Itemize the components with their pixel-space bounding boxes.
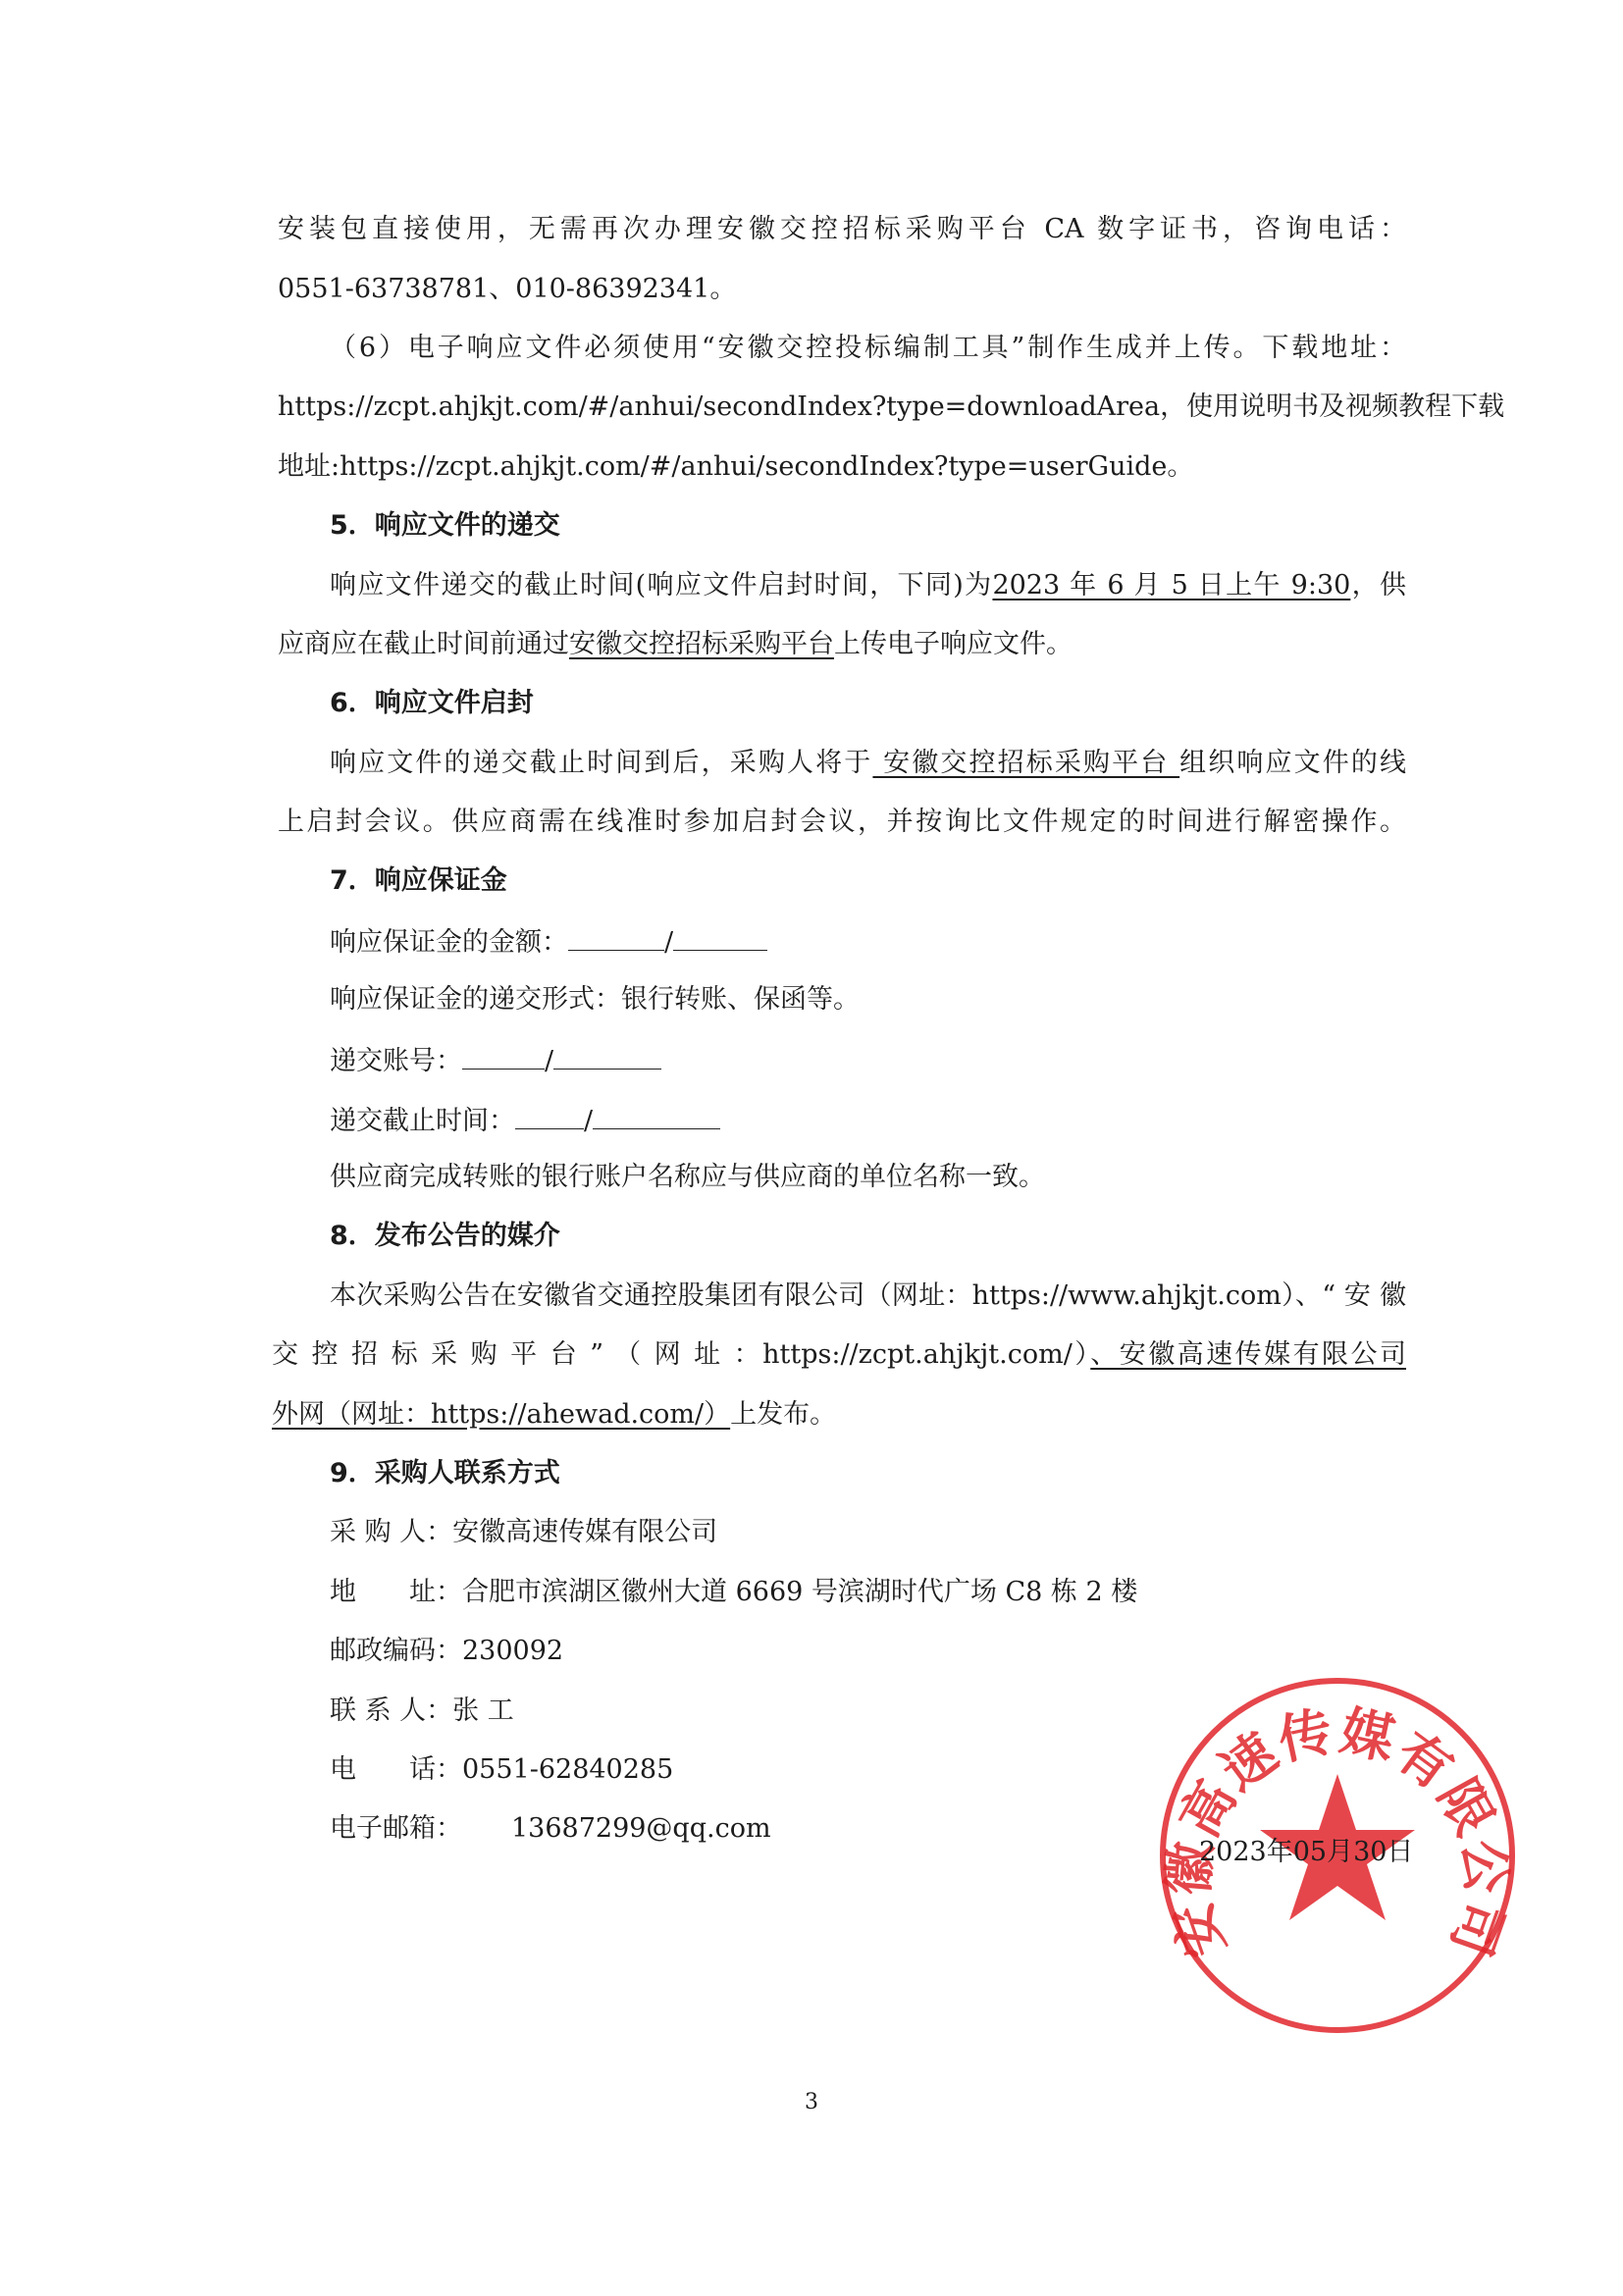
blank-line	[515, 1099, 584, 1129]
paragraph-line: 地址:https://zcpt.ahjkjt.com/#/anhui/secondIndex?type=userGuide。	[278, 451, 1194, 482]
paragraph-line: （6）电子响应文件必须使用“安徽交控投标编制工具”制作生成并上传。下载地址：	[330, 333, 1406, 363]
field-value: 13687299@qq.com	[511, 1813, 771, 1844]
platform-underlined: 安徽交控招标采购平台	[872, 748, 1180, 778]
deposit-amount-line	[330, 920, 1406, 963]
company-underlined: 、安徽高速传媒有限公司	[1090, 1339, 1406, 1370]
field-label: 电 话：	[330, 1754, 462, 1785]
paragraph-line	[278, 625, 1406, 664]
platform-underlined: 安徽交控招标采购平台	[569, 629, 834, 659]
section-heading: 8．发布公告的媒介	[330, 1221, 560, 1251]
section-heading: 6．响应文件启封	[330, 688, 534, 718]
paragraph-line	[330, 744, 1406, 783]
section-heading: 7．响应保证金	[330, 865, 507, 896]
slash: /	[545, 1046, 554, 1076]
text-run: 响应文件递交的截止时间(响应文件启封时间，下同)为	[330, 570, 993, 600]
paragraph-line: https://zcpt.ahjkjt.com/#/anhui/secondIndex?type=downloadArea，使用说明书及视频教程下载	[278, 391, 1505, 422]
address-row	[330, 1573, 1406, 1612]
section-heading: 5．响应文件的递交	[330, 510, 560, 541]
paragraph-line	[330, 566, 1406, 605]
field-label: 联 系 人：	[330, 1696, 453, 1726]
slash: /	[584, 1106, 594, 1136]
paragraph-line	[272, 1335, 1406, 1375]
paragraph-line: 上启封会议。供应商需在线准时参加启封会议，并按询比文件规定的时间进行解密操作。	[278, 807, 1406, 837]
paragraph-line	[272, 1395, 1400, 1435]
blank-line	[462, 1039, 545, 1070]
slash: /	[664, 927, 674, 958]
paragraph-line: 响应保证金的递交形式：银行转账、保函等。	[330, 984, 860, 1015]
issue-date: 2023年05月30日	[1199, 1837, 1414, 1867]
field-value: 安徽高速传媒有限公司	[452, 1517, 718, 1547]
field-label: 响应保证金的金额：	[330, 927, 568, 958]
paragraph-line: 安装包直接使用，无需再次办理安徽交控招标采购平台 CA 数字证书，咨询电话：	[278, 214, 1406, 244]
text-run: 交 控 招 标 采 购 平 台 ” （ 网 址 ：https://zcpt.ahjkjt.com/）	[272, 1339, 1091, 1370]
field-label: 递交账号：	[330, 1046, 462, 1076]
purchaser-row	[330, 1513, 1406, 1552]
field-label: 地 址：	[330, 1577, 462, 1607]
field-value: 张 工	[452, 1696, 514, 1726]
postcode-row	[330, 1632, 1406, 1671]
text-run: 应商应在截止时间前通过	[278, 629, 569, 659]
blank-line	[593, 1099, 720, 1129]
blank-line	[553, 1039, 661, 1070]
website-underlined: 外网（网址：https://ahewad.com/）	[272, 1399, 731, 1430]
text-run: ，供	[1350, 570, 1406, 600]
field-value: 合肥市滨湖区徽州大道 6669 号滨湖时代广场 C8 栋 2 楼	[462, 1577, 1138, 1607]
field-value: 0551-62840285	[462, 1754, 674, 1785]
blank-line	[568, 920, 664, 951]
blank-line	[673, 920, 767, 951]
field-label: 采 购 人：	[330, 1517, 453, 1547]
field-label: 邮政编码：	[330, 1636, 462, 1666]
paragraph-line: 0551-63738781、010-86392341。	[278, 274, 737, 304]
seal-text: 安徽高速传媒有限公司	[1156, 1698, 1519, 1966]
text-run: 上传电子响应文件。	[834, 629, 1073, 659]
deposit-deadline-line	[330, 1099, 1406, 1141]
paragraph-line: 供应商完成转账的银行账户名称应与供应商的单位名称一致。	[330, 1162, 1045, 1192]
deadline-underlined: 2023 年 6 月 5 日上午 9:30	[992, 570, 1351, 600]
text-run: 组织响应文件的线	[1179, 748, 1407, 778]
field-label: 电子邮箱：	[330, 1813, 462, 1844]
page-number: 3	[805, 2090, 818, 2114]
deposit-account-line	[330, 1039, 1406, 1081]
text-run: 上发布。	[730, 1399, 837, 1430]
paragraph-line: 本次采购公告在安徽省交通控股集团有限公司（网址：https://www.ahjkjt.com）、“ 安 徽	[330, 1280, 1406, 1311]
section-heading: 9．采购人联系方式	[330, 1458, 560, 1488]
field-label: 递交截止时间：	[330, 1106, 515, 1136]
field-value: 230092	[462, 1636, 564, 1666]
text-run: 响应文件的递交截止时间到后，采购人将于	[330, 748, 873, 778]
